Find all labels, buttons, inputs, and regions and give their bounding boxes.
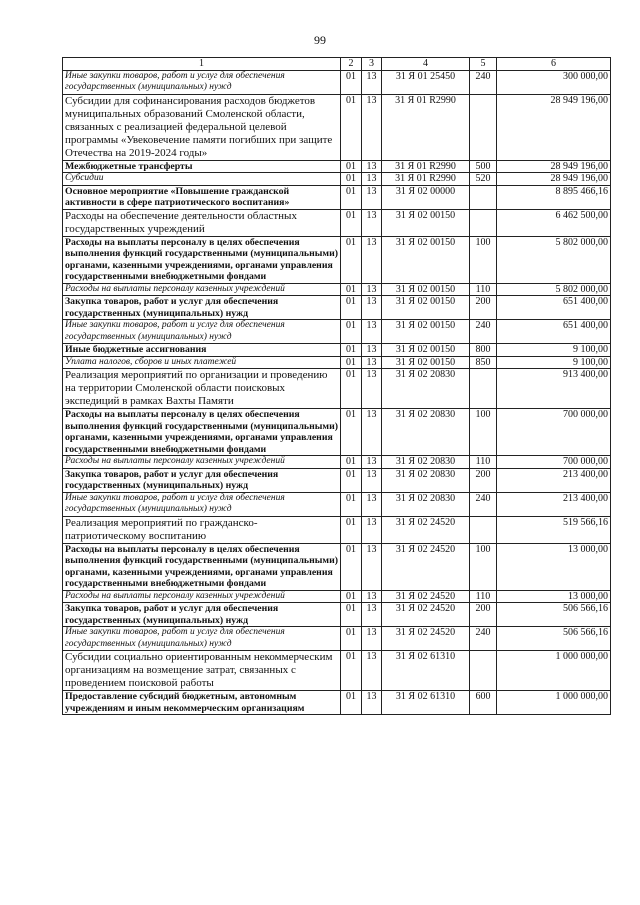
budget-table (62, 57, 611, 715)
row-subsection-code: 13 (362, 94, 382, 160)
row-subsection-code: 13 (362, 603, 382, 627)
row-target-code: 31 Я 01 R2990 (382, 173, 470, 186)
row-expense-type: 200 (470, 603, 497, 627)
row-amount: 6 462 500,00 (497, 209, 611, 236)
row-name: Предоставление субсидий бюджетным, автономным учреждениям и иным некоммерческим организациям (63, 691, 341, 715)
row-subsection-code: 13 (362, 356, 382, 369)
row-amount: 300 000,00 (497, 70, 611, 94)
row-expense-type: 520 (470, 173, 497, 186)
row-target-code: 31 Я 02 00150 (382, 320, 470, 344)
table-row (63, 173, 611, 186)
row-target-code: 31 Я 02 00150 (382, 356, 470, 369)
table-row (63, 369, 611, 409)
row-amount: 5 802 000,00 (497, 236, 611, 283)
row-subsection-code: 13 (362, 627, 382, 651)
row-section-code: 01 (341, 456, 362, 469)
row-target-code: 31 Я 01 25450 (382, 70, 470, 94)
row-target-code: 31 Я 02 20830 (382, 369, 470, 409)
row-target-code: 31 Я 02 24520 (382, 590, 470, 603)
row-amount: 913 400,00 (497, 369, 611, 409)
row-target-code: 31 Я 02 00150 (382, 236, 470, 283)
row-subsection-code: 13 (362, 185, 382, 209)
row-expense-type: 100 (470, 236, 497, 283)
row-name: Расходы на выплаты персоналу казенных учреждений (63, 456, 341, 469)
row-section-code: 01 (341, 627, 362, 651)
row-amount: 651 400,00 (497, 320, 611, 344)
table-row (63, 283, 611, 296)
row-target-code: 31 Я 02 24520 (382, 543, 470, 590)
row-amount: 13 000,00 (497, 590, 611, 603)
column-header: 1 (63, 58, 341, 71)
table-row (63, 296, 611, 320)
row-expense-type: 200 (470, 468, 497, 492)
row-amount: 9 100,00 (497, 356, 611, 369)
row-amount: 28 949 196,00 (497, 160, 611, 173)
row-amount: 9 100,00 (497, 344, 611, 357)
row-target-code: 31 Я 02 20830 (382, 492, 470, 516)
row-name: Иные закупки товаров, работ и услуг для обеспечения государственных (муниципальных) нужд (63, 627, 341, 651)
row-subsection-code: 13 (362, 173, 382, 186)
table-row (63, 344, 611, 357)
row-subsection-code: 13 (362, 296, 382, 320)
row-subsection-code: 13 (362, 283, 382, 296)
table-row (63, 160, 611, 173)
table-row (63, 456, 611, 469)
row-section-code: 01 (341, 356, 362, 369)
row-name: Иные закупки товаров, работ и услуг для обеспечения государственных (муниципальных) нужд (63, 320, 341, 344)
table-row (63, 70, 611, 94)
row-expense-type (470, 516, 497, 543)
row-name: Расходы на выплаты персоналу в целях обеспечения выполнения функций государственными (муниципальными) органами, казенными учреждениями, органами управления государственными внебюджетными фондами (63, 409, 341, 456)
row-subsection-code: 13 (362, 236, 382, 283)
row-expense-type: 110 (470, 456, 497, 469)
row-section-code: 01 (341, 543, 362, 590)
row-name: Иные закупки товаров, работ и услуг для обеспечения государственных (муниципальных) нужд (63, 492, 341, 516)
row-section-code: 01 (341, 603, 362, 627)
row-expense-type (470, 94, 497, 160)
row-target-code: 31 Я 02 24520 (382, 516, 470, 543)
row-section-code: 01 (341, 236, 362, 283)
row-expense-type: 240 (470, 320, 497, 344)
table-row (63, 627, 611, 651)
row-subsection-code: 13 (362, 543, 382, 590)
row-section-code: 01 (341, 185, 362, 209)
row-target-code: 31 Я 02 20830 (382, 456, 470, 469)
row-name: Расходы на выплаты персоналу казенных учреждений (63, 283, 341, 296)
row-section-code: 01 (341, 409, 362, 456)
column-header: 6 (497, 58, 611, 71)
row-section-code: 01 (341, 369, 362, 409)
row-section-code: 01 (341, 590, 362, 603)
row-expense-type: 240 (470, 70, 497, 94)
table-row (63, 409, 611, 456)
row-expense-type (470, 185, 497, 209)
row-target-code: 31 Я 02 00150 (382, 283, 470, 296)
row-target-code: 31 Я 01 R2990 (382, 94, 470, 160)
column-header: 3 (362, 58, 382, 71)
row-section-code: 01 (341, 160, 362, 173)
table-row (63, 691, 611, 715)
row-amount: 700 000,00 (497, 409, 611, 456)
row-name: Иные бюджетные ассигнования (63, 344, 341, 357)
row-name: Расходы на выплаты персоналу казенных учреждений (63, 590, 341, 603)
row-target-code: 31 Я 02 00000 (382, 185, 470, 209)
row-expense-type (470, 651, 497, 691)
row-target-code: 31 Я 02 00150 (382, 296, 470, 320)
table-row (63, 185, 611, 209)
row-name: Реализация мероприятий по гражданско-патриотическому воспитанию (63, 516, 341, 543)
row-expense-type: 110 (470, 283, 497, 296)
table-header-row (63, 58, 611, 71)
row-expense-type (470, 369, 497, 409)
row-name: Расходы на выплаты персоналу в целях обеспечения выполнения функций государственными (муниципальными) органами, казенными учреждениями, органами управления государственными внебюджетными фондами (63, 236, 341, 283)
row-amount: 28 949 196,00 (497, 94, 611, 160)
row-target-code: 31 Я 02 20830 (382, 409, 470, 456)
row-amount: 8 895 466,16 (497, 185, 611, 209)
row-name: Субсидии социально ориентированным некоммерческим организациям на возмещение затрат, связанных с проведением поисковой работы (63, 651, 341, 691)
row-target-code: 31 Я 02 24520 (382, 627, 470, 651)
row-section-code: 01 (341, 468, 362, 492)
row-amount: 506 566,16 (497, 603, 611, 627)
row-subsection-code: 13 (362, 209, 382, 236)
row-subsection-code: 13 (362, 320, 382, 344)
row-name: Расходы на обеспечение деятельности областных государственных учреждений (63, 209, 341, 236)
row-amount: 519 566,16 (497, 516, 611, 543)
row-section-code: 01 (341, 283, 362, 296)
table-row (63, 651, 611, 691)
page-number: 99 (314, 33, 326, 47)
row-expense-type: 110 (470, 590, 497, 603)
row-amount: 213 400,00 (497, 468, 611, 492)
row-subsection-code: 13 (362, 691, 382, 715)
row-expense-type: 800 (470, 344, 497, 357)
row-subsection-code: 13 (362, 516, 382, 543)
row-subsection-code: 13 (362, 468, 382, 492)
row-section-code: 01 (341, 320, 362, 344)
row-amount: 506 566,16 (497, 627, 611, 651)
row-amount: 13 000,00 (497, 543, 611, 590)
row-section-code: 01 (341, 516, 362, 543)
row-name: Основное мероприятие «Повышение гражданской активности в сфере патриотического воспитания» (63, 185, 341, 209)
row-name: Закупка товаров, работ и услуг для обеспечения государственных (муниципальных) нужд (63, 603, 341, 627)
row-amount: 651 400,00 (497, 296, 611, 320)
row-target-code: 31 Я 02 00150 (382, 209, 470, 236)
row-expense-type: 850 (470, 356, 497, 369)
row-expense-type: 240 (470, 627, 497, 651)
row-subsection-code: 13 (362, 590, 382, 603)
row-amount: 1 000 000,00 (497, 691, 611, 715)
row-section-code: 01 (341, 70, 362, 94)
row-amount: 1 000 000,00 (497, 651, 611, 691)
row-section-code: 01 (341, 344, 362, 357)
row-name: Субсидии (63, 173, 341, 186)
table-row (63, 492, 611, 516)
row-section-code: 01 (341, 209, 362, 236)
row-name: Реализация мероприятий по организации и проведению на территории Смоленской области поисковых экспедиций в рамках Вахты Памяти (63, 369, 341, 409)
row-name: Иные закупки товаров, работ и услуг для обеспечения государственных (муниципальных) нужд (63, 70, 341, 94)
row-section-code: 01 (341, 173, 362, 186)
row-subsection-code: 13 (362, 409, 382, 456)
row-subsection-code: 13 (362, 344, 382, 357)
table-row (63, 468, 611, 492)
row-name: Субсидии для софинансирования расходов бюджетов муниципальных образований Смоленской области, связанных с реализацией федеральной целевой программы «Увековечение памяти погибших при защите Отечества на 2019-2024 годы» (63, 94, 341, 160)
row-expense-type: 600 (470, 691, 497, 715)
row-name: Уплата налогов, сборов и иных платежей (63, 356, 341, 369)
table-row (63, 236, 611, 283)
column-header: 2 (341, 58, 362, 71)
row-subsection-code: 13 (362, 369, 382, 409)
row-subsection-code: 13 (362, 651, 382, 691)
row-amount: 700 000,00 (497, 456, 611, 469)
row-amount: 28 949 196,00 (497, 173, 611, 186)
column-header: 5 (470, 58, 497, 71)
table-row (63, 590, 611, 603)
row-amount: 213 400,00 (497, 492, 611, 516)
row-target-code: 31 Я 02 20830 (382, 468, 470, 492)
table-row (63, 543, 611, 590)
row-section-code: 01 (341, 492, 362, 516)
row-section-code: 01 (341, 296, 362, 320)
row-target-code: 31 Я 02 61310 (382, 651, 470, 691)
row-expense-type: 200 (470, 296, 497, 320)
row-section-code: 01 (341, 94, 362, 160)
row-subsection-code: 13 (362, 456, 382, 469)
row-name: Закупка товаров, работ и услуг для обеспечения государственных (муниципальных) нужд (63, 296, 341, 320)
row-expense-type: 240 (470, 492, 497, 516)
row-section-code: 01 (341, 651, 362, 691)
row-subsection-code: 13 (362, 492, 382, 516)
row-expense-type: 100 (470, 543, 497, 590)
row-expense-type: 500 (470, 160, 497, 173)
row-subsection-code: 13 (362, 160, 382, 173)
table-row (63, 94, 611, 160)
table-row (63, 356, 611, 369)
row-target-code: 31 Я 02 61310 (382, 691, 470, 715)
row-name: Закупка товаров, работ и услуг для обеспечения государственных (муниципальных) нужд (63, 468, 341, 492)
row-target-code: 31 Я 01 R2990 (382, 160, 470, 173)
table-row (63, 516, 611, 543)
row-target-code: 31 Я 02 24520 (382, 603, 470, 627)
column-header: 4 (382, 58, 470, 71)
table-row (63, 320, 611, 344)
table-row (63, 603, 611, 627)
row-amount: 5 802 000,00 (497, 283, 611, 296)
row-name: Межбюджетные трансферты (63, 160, 341, 173)
row-section-code: 01 (341, 691, 362, 715)
row-subsection-code: 13 (362, 70, 382, 94)
row-target-code: 31 Я 02 00150 (382, 344, 470, 357)
row-expense-type (470, 209, 497, 236)
row-name: Расходы на выплаты персоналу в целях обеспечения выполнения функций государственными (муниципальными) органами, казенными учреждениями, органами управления государственными внебюджетными фондами (63, 543, 341, 590)
table-row (63, 209, 611, 236)
row-expense-type: 100 (470, 409, 497, 456)
